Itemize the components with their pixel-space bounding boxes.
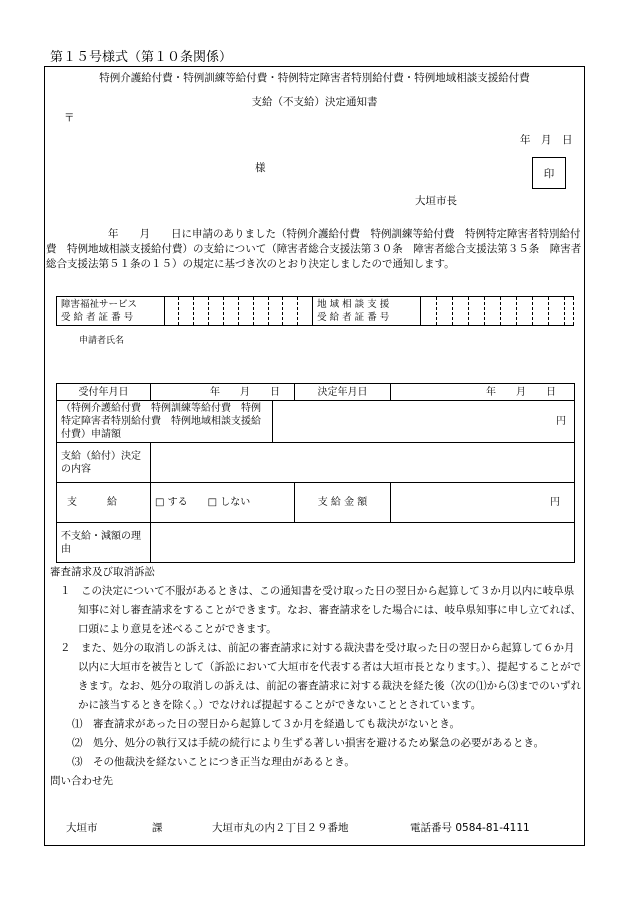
- addressee-honorific: 様: [255, 162, 266, 174]
- payment-amount-label: 支 給 金 額: [295, 483, 391, 523]
- receipt-date-label: 受付年月日: [57, 384, 151, 401]
- notes-item-1: １ この決定について不服があるときは、この通知書を受け取った日の翌日から起算して３か月以内に岐阜県知事に対し審査請求をすることができます。なお、審査請求をした場合には、岐阜県知事に申し立てれば、口頭により意見を述べることができます。: [60, 585, 582, 635]
- consultation-label-line2: 受 給 者 証 番 号: [317, 312, 390, 323]
- decision-table: [56, 383, 575, 563]
- digit-box[interactable]: [268, 297, 283, 326]
- payment-amount-field[interactable]: 円: [391, 483, 575, 523]
- digit-box[interactable]: [209, 297, 224, 326]
- payment-label: 支 給: [57, 483, 151, 523]
- digit-box[interactable]: [532, 297, 548, 326]
- notes-heading: 審査請求及び取消訴訟: [50, 566, 155, 578]
- receipt-date-field[interactable]: 年 月 日: [151, 384, 295, 401]
- digit-box[interactable]: [238, 297, 253, 326]
- decision-date-field[interactable]: 年 月 日: [391, 384, 575, 401]
- digit-box[interactable]: [283, 297, 298, 326]
- digit-box[interactable]: [484, 297, 500, 326]
- notes-sub-3: ⑶ その他裁決を経ないことにつき正当な理由があるとき。: [72, 756, 355, 768]
- digit-box[interactable]: [548, 297, 564, 326]
- decision-content-field[interactable]: [151, 443, 575, 483]
- consultation-label-line1: 地 域 相 談 支 援: [317, 299, 390, 310]
- reason-field[interactable]: [151, 523, 575, 563]
- notes-sub-1: ⑴ 審査請求があった日の翌日から起算して３か月を経過しても裁決がないとき。: [72, 718, 460, 730]
- digit-box[interactable]: [516, 297, 532, 326]
- digit-box[interactable]: [436, 297, 452, 326]
- digit-box[interactable]: [500, 297, 516, 326]
- notes-sub-2: ⑵ 処分、処分の執行又は手続の続行により生ずる著しい損害を避けるため緊急の必要があるとき。: [72, 737, 545, 749]
- welfare-label-line1: 障害福祉サービス: [61, 299, 138, 310]
- digit-box[interactable]: [468, 297, 484, 326]
- document-title-line1: 特例介護給付費・特例訓練等給付費・特例特定障害者特別給付費・特例地域相談支援給付費: [99, 72, 530, 84]
- seal-box: 印: [532, 157, 566, 189]
- digit-box[interactable]: [298, 297, 313, 326]
- contact-phone: 電話番号 0584-81-4111: [410, 822, 530, 834]
- digit-box[interactable]: [164, 297, 179, 326]
- welfare-label-line2: 受 給 者 証 番 号: [61, 312, 134, 323]
- digit-box[interactable]: [420, 297, 436, 326]
- notes-item-2: ２ また、処分の取消しの訴えは、前記の審査請求に対する裁決書を受け取った日の翌日から起算して６か月以内に大垣市を被告として（訴訟において大垣市を代表する者は大垣市長となります。）、提起することができます。なお、処分の取消しの訴えは、前記の審査請求に対する裁決を経た後（次の⑴から⑶までのいずれかに該当するときを除く。）でなければ提起することができないこととされています。: [60, 642, 582, 711]
- applicant-name-label: 申請者氏名: [79, 336, 125, 346]
- appeal-notes: [50, 563, 584, 791]
- contact-address: 大垣市丸の内２丁目２９番地: [212, 822, 349, 834]
- digit-box[interactable]: [452, 297, 468, 326]
- decision-content-label: 支給（給付）決定の内容: [57, 443, 151, 483]
- digit-box[interactable]: [179, 297, 194, 326]
- digit-box[interactable]: [253, 297, 268, 326]
- digit-box[interactable]: [194, 297, 209, 326]
- inquiry-heading: 問い合わせ先: [50, 775, 113, 787]
- applied-amount-label: （特例介護給付費 特例訓練等給付費 特例特定障害者特別給付費 特例地域相談支援給付費）申請額: [57, 401, 273, 443]
- body-paragraph: 年 月 日に申請のありました（特例介護給付費 特例訓練等給付費 特例特定障害者特別給付費 特例地域相談支援給付費）の支給について（障害者総合支援法第３０条 障害者総合支援法第３５条 障害者総合支援法第５１条の１５）の規定に基づき次のとおり決定しましたので通知します。: [46, 228, 582, 270]
- form-number: 第１５号様式（第１０条関係）: [50, 50, 233, 65]
- decision-date-label: 決定年月日: [295, 384, 391, 401]
- welfare-certificate-label: [57, 297, 165, 326]
- document-title-line2: 支給（不支給）決定通知書: [251, 96, 378, 108]
- digit-box[interactable]: [564, 297, 573, 326]
- digit-box[interactable]: [223, 297, 238, 326]
- applied-amount-field[interactable]: 円: [273, 401, 575, 443]
- contact-section: 課: [152, 822, 163, 834]
- issuer-mayor: 大垣市長: [415, 195, 457, 207]
- reason-label: 不支給・減額の理由: [57, 523, 151, 563]
- certificate-number-table: [56, 296, 574, 326]
- consultation-certificate-label: [313, 297, 421, 326]
- payment-option-checkboxes[interactable]: □ する □ しない: [151, 483, 295, 523]
- contact-city: 大垣市: [66, 822, 98, 834]
- postal-mark: 〒: [64, 112, 75, 124]
- issue-date: 年 月 日: [520, 134, 573, 146]
